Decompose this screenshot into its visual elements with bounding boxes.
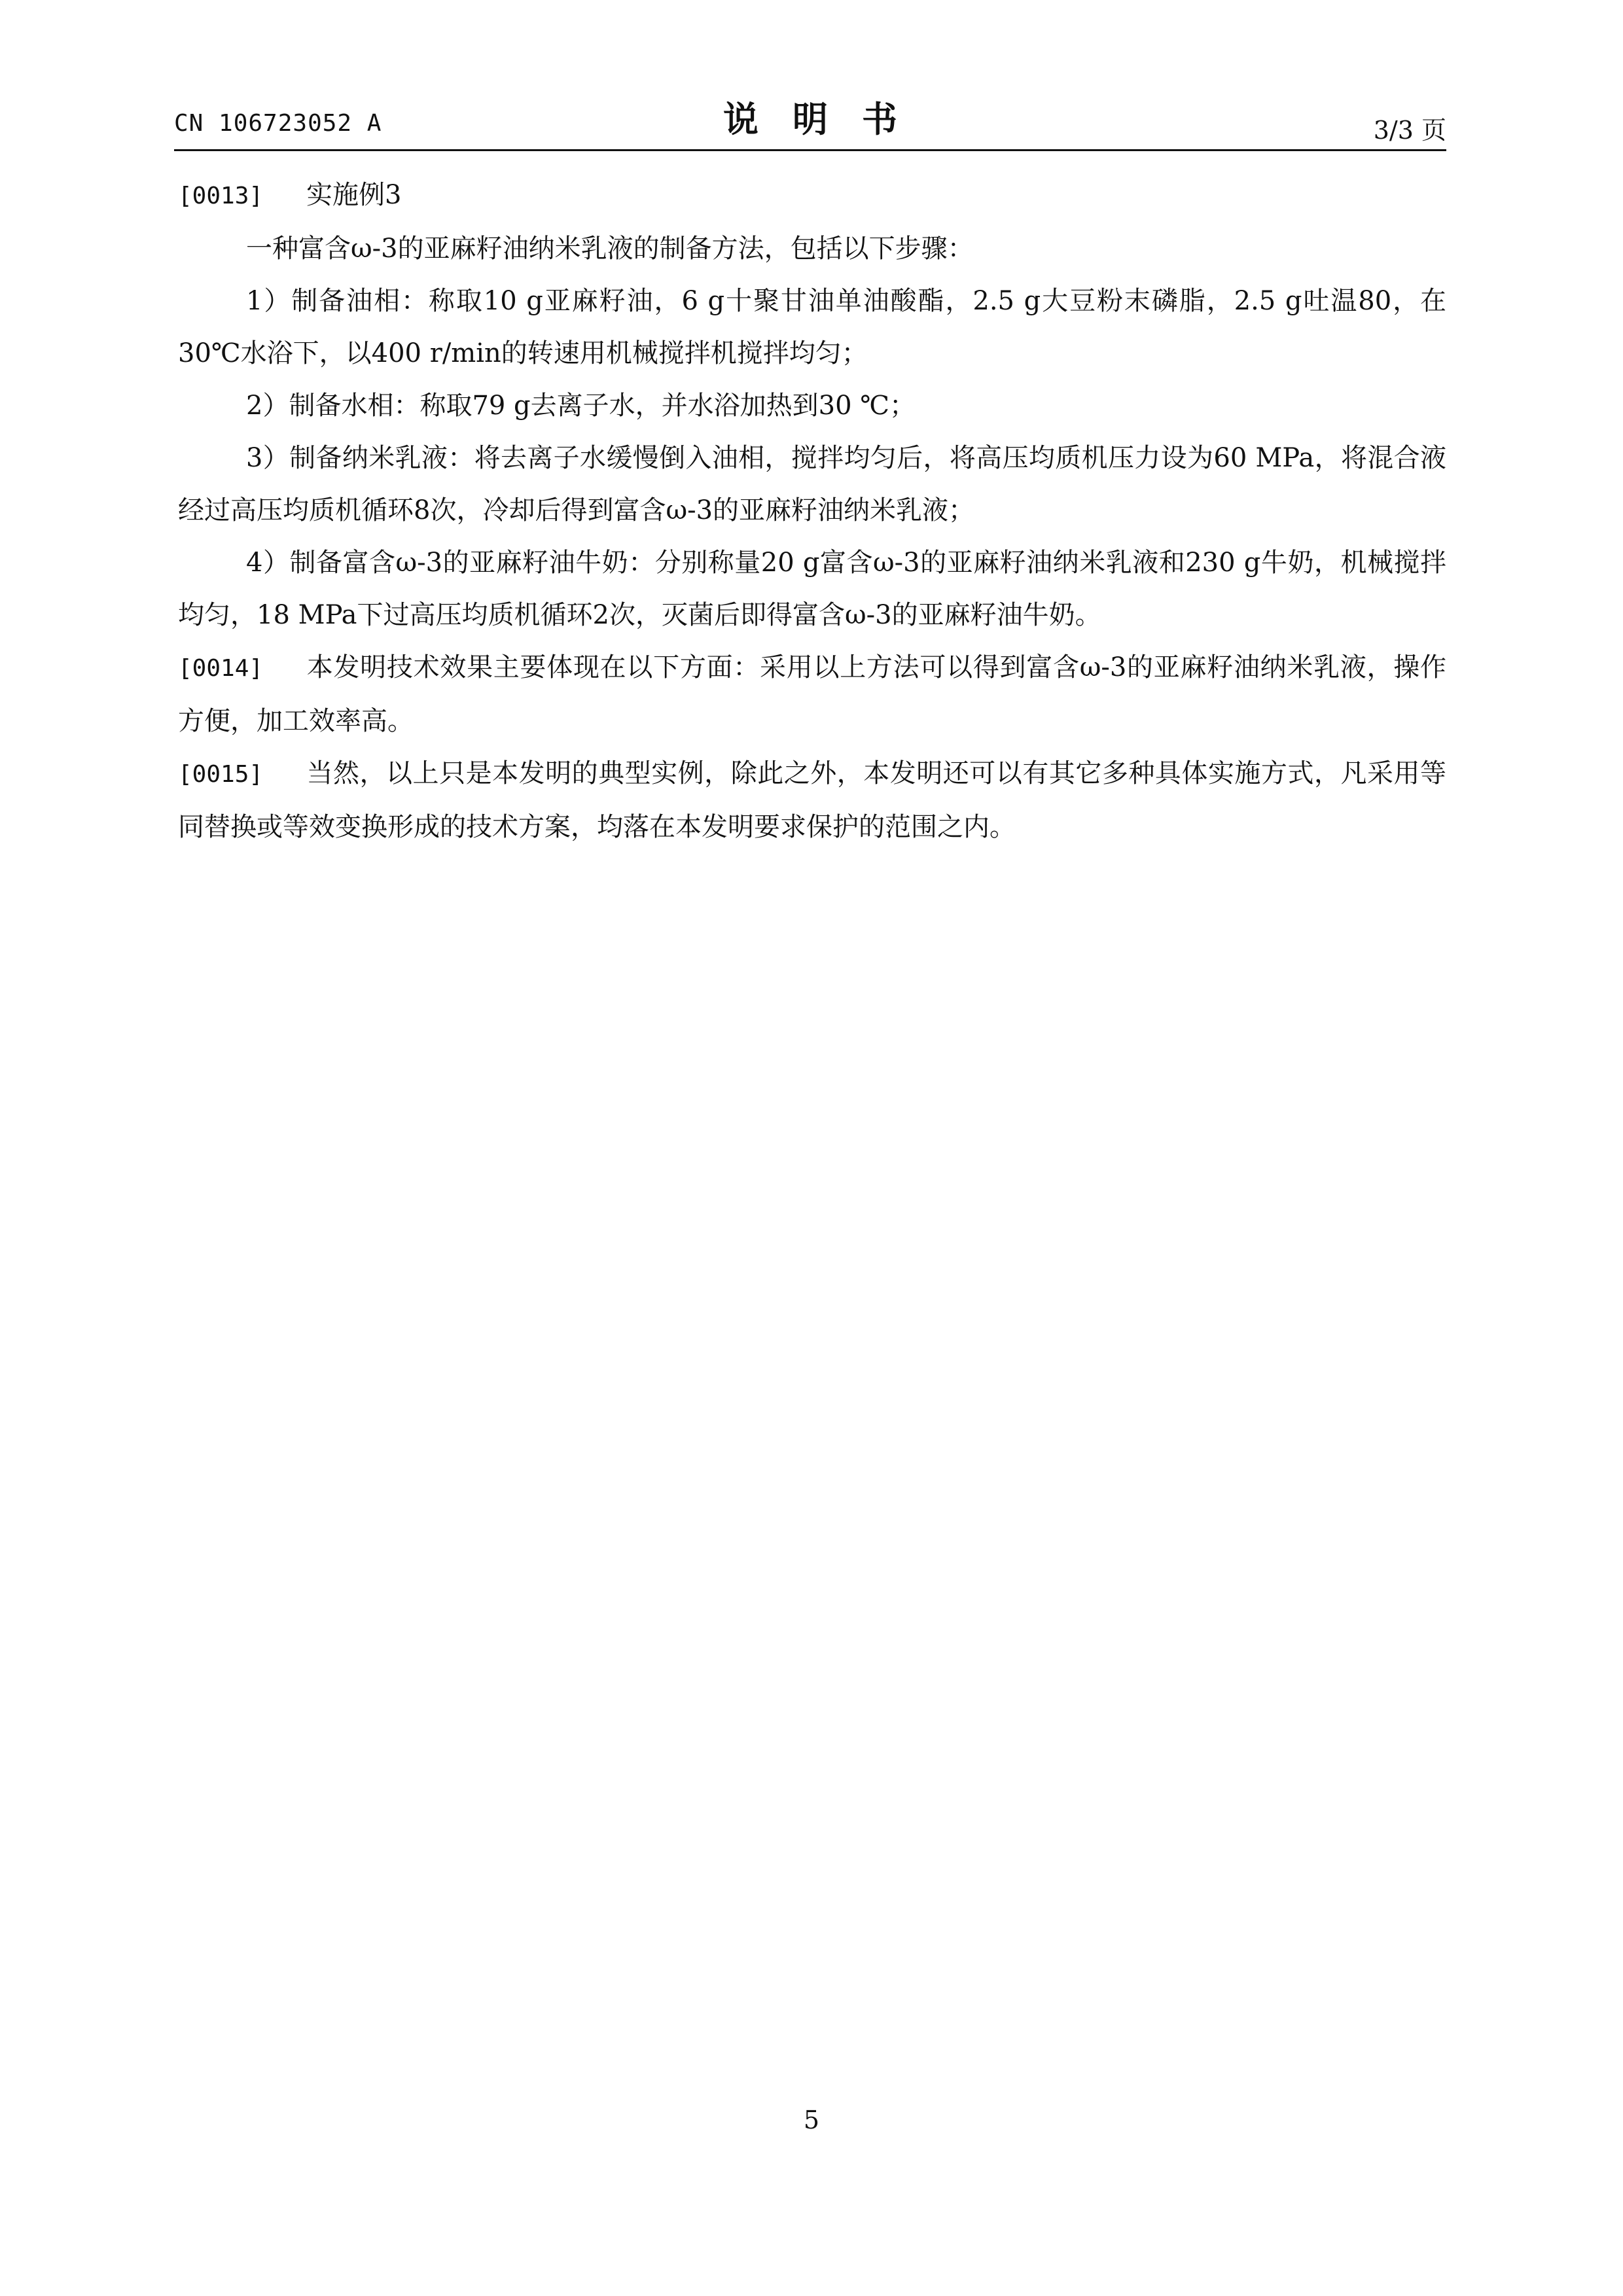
page-count: 3/3 页: [1373, 116, 1446, 145]
page-number: 5: [803, 2106, 820, 2134]
paragraph-text: 一种富含ω-3的亚麻籽油纳米乳液的制备方法，包括以下步骤：: [246, 234, 974, 264]
paragraph-text: 实施例3: [306, 180, 402, 210]
paragraph-step-4: [178, 537, 1446, 641]
paragraph-step-3: [178, 432, 1446, 537]
paragraph-0014: [178, 641, 1446, 747]
paragraph-text: 4）制备富含ω-3的亚麻籽油牛奶：分别称量20 g富含ω-3的亚麻籽油纳米乳液和230 g牛奶，机械搅拌均匀，18 MPa下过高压均质机循环2次，灭菌后即得富含ω-3的亚麻籽油牛奶。: [178, 548, 1446, 630]
header-divider: [174, 149, 1446, 151]
page-header: [174, 92, 1446, 150]
paragraph-step-2: [178, 380, 1446, 432]
document-body: [178, 169, 1446, 853]
paragraph-0013-heading: [178, 169, 1446, 222]
paragraph-text: 2）制备水相：称取79 g去离子水，并水浴加热到30 ℃；: [246, 391, 916, 421]
paragraph-intro: [178, 222, 1446, 275]
paragraph-number: [0015]: [178, 761, 264, 788]
publication-number: CN 106723052 A: [174, 110, 382, 137]
paragraph-text: 本发明技术效果主要体现在以下方面：采用以上方法可以得到富含ω-3的亚麻籽油纳米乳液，操作方便，加工效率高。: [178, 652, 1446, 736]
paragraph-number: [0013]: [178, 183, 264, 209]
paragraph-number: [0014]: [178, 655, 264, 682]
paragraph-text: 3）制备纳米乳液：将去离子水缓慢倒入油相，搅拌均匀后，将高压均质机压力设为60 MPa，将混合液经过高压均质机循环8次，冷却后得到富含ω-3的亚麻籽油纳米乳液；: [178, 443, 1446, 525]
paragraph-0015: [178, 747, 1446, 853]
document-title: 说明书: [723, 99, 931, 140]
paragraph-step-1: [178, 275, 1446, 380]
paragraph-text: 1）制备油相：称取10 g亚麻籽油，6 g十聚甘油单油酸酯，2.5 g大豆粉末磷脂，2.5 g吐温80，在30℃水浴下，以400 r/min的转速用机械搅拌机搅拌均匀；: [178, 286, 1446, 368]
paragraph-text: 当然，以上只是本发明的典型实例，除此之外，本发明还可以有其它多种具体实施方式，凡采用等同替换或等效变换形成的技术方案，均落在本发明要求保护的范围之内。: [178, 758, 1446, 842]
